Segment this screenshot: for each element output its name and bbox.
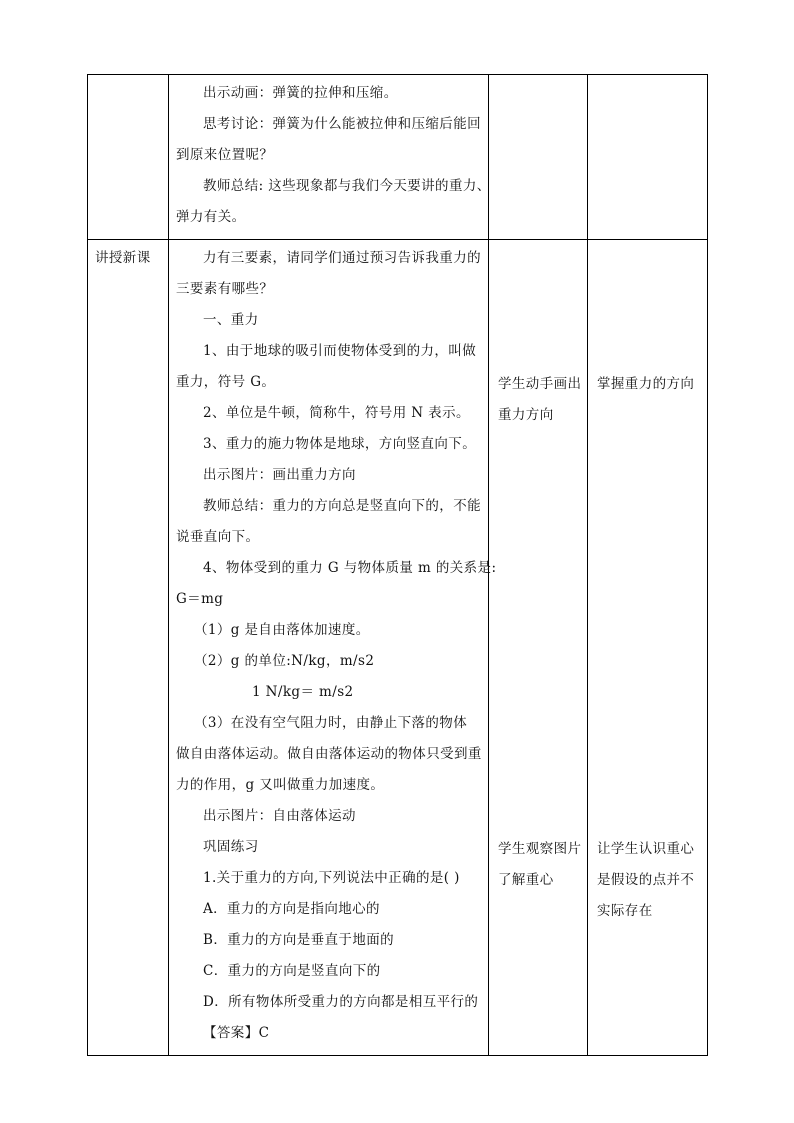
label-cell — [88, 240, 169, 1056]
text-line: G＝mg — [176, 591, 224, 607]
text-line: 出示动画：弹簧的拉伸和压缩。 — [203, 85, 398, 101]
lesson-plan-table — [87, 74, 708, 1056]
text-line: 重力，符号 G。 — [176, 374, 276, 390]
text-line: B．重力的方向是垂直于地面的 — [203, 932, 395, 948]
text-line: 力的作用，g 又叫做重力加速度。 — [176, 777, 385, 793]
text-line: 教师总结：重力的方向总是竖直向下的，不能 — [203, 498, 481, 514]
intent-cell — [588, 240, 708, 1056]
text-line: 学生动手画出 — [498, 376, 582, 392]
section-label: 讲授新课 — [95, 250, 151, 266]
text-line: 掌握重力的方向 — [597, 376, 695, 392]
text-line: 巩固练习 — [203, 839, 259, 855]
content-cell-intro — [169, 75, 489, 240]
intent-cell-empty — [588, 75, 708, 240]
text-line: 是假设的点并不 — [597, 872, 695, 888]
text-line: 1.关于重力的方向,下列说法中正确的是( ) — [203, 870, 460, 886]
text-line: 1、由于地球的吸引而使物体受到的力，叫做 — [203, 343, 477, 359]
text-line: 出示图片：画出重力方向 — [203, 467, 356, 483]
text-line: 到原来位置呢？ — [176, 147, 274, 163]
text-line: 学生观察图片 — [498, 841, 582, 857]
text-line: 【答案】C — [203, 1025, 270, 1041]
text-line: 出示图片：自由落体运动 — [203, 808, 356, 824]
text-line: 说垂直向下。 — [176, 529, 260, 545]
text-line: 思考讨论：弹簧为什么能被拉伸和压缩后能回 — [203, 116, 481, 132]
text-line: 2、单位是牛顿，简称牛，符号用 N 表示。 — [203, 405, 470, 421]
text-line: 三要素有哪些？ — [176, 281, 274, 297]
text-line: （2）g 的单位:N/kg，m/s2 — [194, 653, 375, 669]
text-line: 4、物体受到的重力 G 与物体质量 m 的关系是: — [203, 560, 497, 576]
text-line: 让学生认识重心 — [597, 841, 695, 857]
text-line: （1）g 是自由落体加速度。 — [194, 622, 370, 638]
activity-cell-empty — [489, 75, 588, 240]
text-line: 教师总结: 这些现象都与我们今天要讲的重力、 — [203, 178, 491, 194]
text-line: C．重力的方向是竖直向下的 — [203, 963, 381, 979]
text-line: 力有三要素，请同学们通过预习告诉我重力的 — [203, 250, 481, 266]
text-line: A．重力的方向是指向地心的 — [203, 901, 380, 917]
text-line: 一、重力 — [203, 312, 259, 328]
text-line: 实际存在 — [597, 903, 653, 919]
activity-cell — [489, 240, 588, 1056]
text-line: D．所有物体所受重力的方向都是相互平行的 — [203, 994, 479, 1010]
text-line: 弹力有关。 — [176, 209, 246, 225]
text-line: （3）在没有空气阻力时，由静止下落的物体 — [194, 715, 468, 731]
label-cell-empty — [88, 75, 169, 240]
text-line: 重力方向 — [498, 407, 554, 423]
text-line: 了解重心 — [498, 872, 554, 888]
text-line: 做自由落体运动。做自由落体运动的物体只受到重 — [176, 746, 482, 762]
content-cell-lecture — [169, 240, 497, 1056]
table-row-lecture — [88, 240, 708, 1056]
text-line: 1 N/kg＝ m/s2 — [252, 684, 354, 700]
table-row-intro — [88, 75, 708, 240]
text-line: 3、重力的施力物体是地球，方向竖直向下。 — [203, 436, 477, 452]
